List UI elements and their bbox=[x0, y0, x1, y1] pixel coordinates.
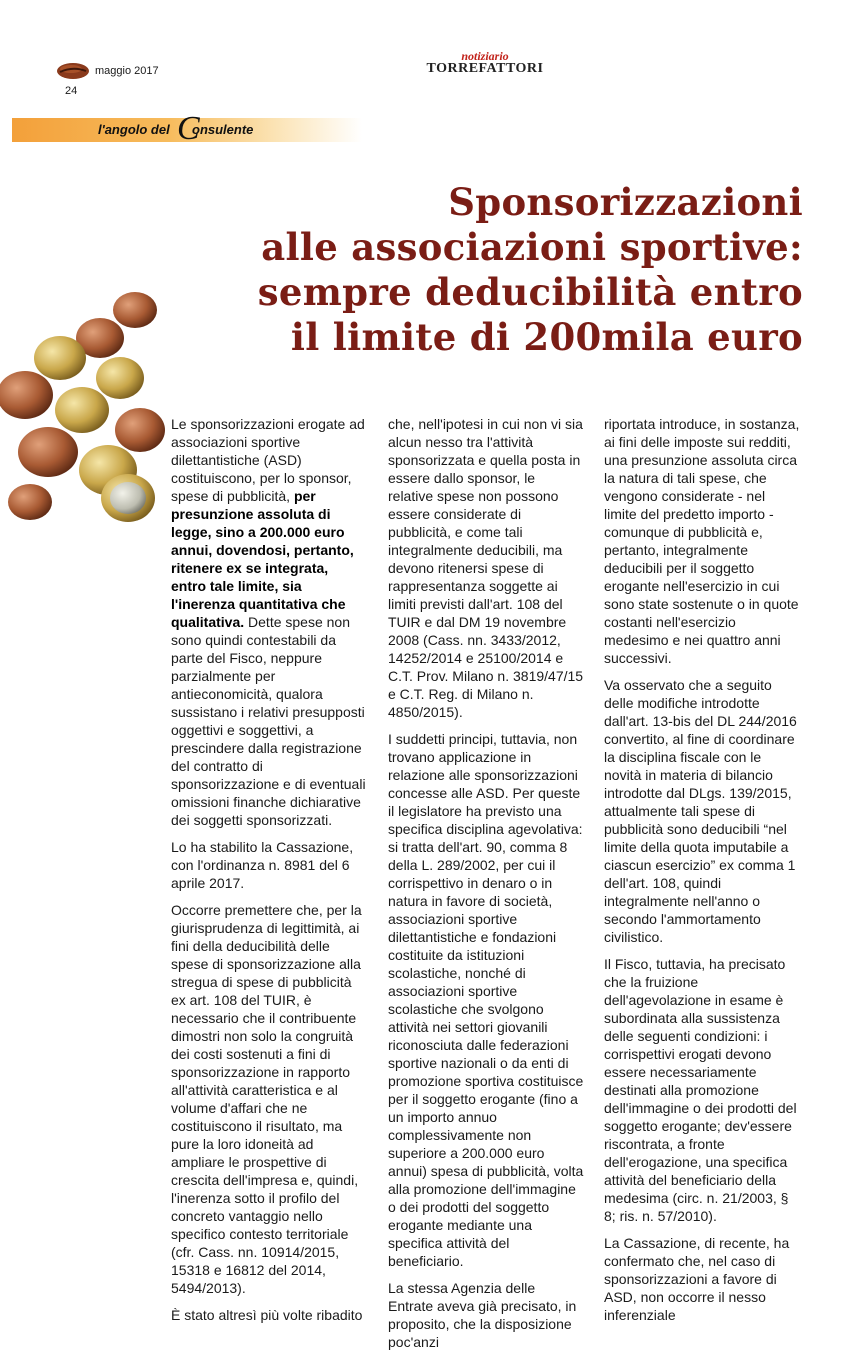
title-line: Sponsorizzazioni bbox=[448, 180, 803, 224]
paragraph: Il Fisco, tuttavia, ha precisato che la fruizione dell'agevolazione in esame è subordinata alla sussistenza delle seguenti condizioni: i corrispettivi erogati devono essere necessariamente destinati alla promozione dell'immagine o dei prodotti del soggetto erogante; dev'essere riscontrata, a fronte dell'erogazione, una specifica attività del beneficiario della medesima (circ. n. 21/2003, § 8; ris. n. 57/2010). bbox=[604, 956, 797, 1224]
magazine-logo bbox=[410, 50, 560, 76]
text-span: Dette spese non sono quindi contestabili da parte del Fisco, neppure parzialmente per antieconomicità, qualora sussistano i relativi presupposti oggettivi e soggettivi, a prescindere dalla registrazione del contratto di sponsorizzazione e di eventuali omissioni finanche dichiarative dei soggetti sponsorizzati. bbox=[171, 614, 366, 828]
section-label-suffix: onsulente bbox=[192, 122, 254, 137]
paragraph bbox=[171, 415, 367, 829]
article-column-1 bbox=[171, 415, 367, 1333]
section-label-prefix: l'angolo del bbox=[98, 122, 170, 137]
logo-top-text: notiziario bbox=[461, 49, 509, 63]
paragraph: La stessa Agenzia delle Entrate aveva già precisato, in proposito, che la disposizione poc'anzi bbox=[388, 1280, 577, 1350]
paragraph: La Cassazione, di recente, ha confermato che, nel caso di sponsorizzazioni a favore di ASD, non occorre il nesso inferenziale bbox=[604, 1235, 790, 1323]
paragraph: Lo ha stabilito la Cassazione, con l'ordinanza n. 8981 del 6 aprile 2017. bbox=[171, 839, 354, 891]
bold-text: per presunzione assoluta di legge, sino a 200.000 euro annui, dovendosi, pertanto, ritenere ex se integrata, entro tale limite, sia l'inerenza quantitativa che qualitativa. bbox=[171, 488, 354, 630]
coins-photo bbox=[0, 270, 170, 530]
text-span: Le sponsorizzazioni erogate ad associazioni sportive dilettantistiche (ASD) costituiscono, per lo sponsor, spese di pubblicità, bbox=[171, 416, 365, 504]
paragraph: Va osservato che a seguito delle modifiche introdotte dall'art. 13-bis del DL 244/2016 convertito, al fine di coordinare la disciplina fiscale con le novità in materia di bilancio introdotte dal DLgs. 139/2015, attualmente tali spese di pubblicità sono deducibili “nel limite della quota imputabile a ciascun esercizio” ex comma 1 dell'art. 108, quindi integralmente nell'anno o secondo l'ammortamento civilistico. bbox=[604, 677, 797, 945]
paragraph: È stato altresì più volte ribadito bbox=[171, 1307, 363, 1323]
paragraph: Occorre premettere che, per la giurisprudenza di legittimità, ai fini della deducibilità delle spese di sponsorizzazione alla stregua di spese di pubblicità ex art. 108 del TUIR, è necessario che il contribuente dimostri non solo la congruità dei costi sostenuti a fini di sponsorizzazione in rapporto all'attività caratteristica e al volume d'affari che ne costituiscono il risultato, ma pure la loro idoneità ad ampliare le prospettive di crescita dell'impresa e, quindi, l'inerenza sotto il profilo del concreto vantaggio nello specifico contesto territoriale (cfr. Cass. nn. 10914/2015, 15318 e 16812 del 2014, 5494/2013). bbox=[171, 902, 362, 1296]
article-column-3 bbox=[604, 415, 800, 1333]
coffee-bean-icon bbox=[56, 62, 90, 80]
issue-date: maggio 2017 bbox=[95, 65, 159, 77]
page-number: 24 bbox=[65, 85, 78, 97]
title-line: sempre deducibilità entro bbox=[257, 270, 803, 314]
section-banner bbox=[12, 110, 362, 147]
paragraph: che, nell'ipotesi in cui non vi sia alcun nesso tra l'attività sponsorizzata e quella posta in essere dallo sponsor, le relative spese non possono essere considerate di pubblicità, e come tali integralmente deducibili, ma devono ritenersi spese di rappresentanza soggette ai limiti previsti dall'art. 108 del TUIR e dal DM 19 novembre 2008 (Cass. nn. 3433/2012, 14252/2014 e 25100/2014 e C.T. Prov. Milano n. 3819/47/15 e C.T. Reg. di Milano n. 4850/2015). bbox=[388, 416, 584, 720]
article-column-2 bbox=[388, 415, 584, 1360]
title-line: alle associazioni sportive: bbox=[261, 225, 803, 269]
paragraph: I suddetti principi, tuttavia, non trovano applicazione in relazione alle sponsorizzazioni concesse alle ASD. Per queste il legislatore ha previsto una specifica disciplina agevolativa: si tratta dell'art. 90, comma 8 della L. 289/2002, per cui il corrispettivo in denaro o in natura in favore di società, associazioni sportive dilettantistiche e fondazioni costituite da istituzioni scolastiche, nonché di associazioni sportive scolastiche che svolgono attività nei settori giovanili riconosciuta dalle federazioni sportive nazionali o da enti di promozione sportiva costituisce per il soggetto erogante (fino a un importo annuo complessivamente non superiore a 200.000 euro annui) spesa di pubblicità, volta alla promozione dell'immagine o dei prodotti del soggetto erogante mediante una specifica attività del beneficiario. bbox=[388, 731, 584, 1269]
title-line: il limite di 200mila euro bbox=[290, 315, 803, 359]
section-label-initial: C bbox=[177, 110, 200, 147]
article-title bbox=[143, 180, 803, 360]
logo-main-text: TORREFATTORI bbox=[426, 61, 544, 76]
paragraph: riportata introduce, in sostanza, ai fini delle imposte sui redditi, una presunzione assoluta circa la natura di tali spese, che vengono considerate - nel limite del predetto importo - comunque di pubblicità e, pertanto, integralmente deducibili per il soggetto erogante nell'esercizio in cui sono state sostenute o in quote costanti nell'esercizio medesimo e nei quattro anni successivi. bbox=[604, 416, 800, 666]
